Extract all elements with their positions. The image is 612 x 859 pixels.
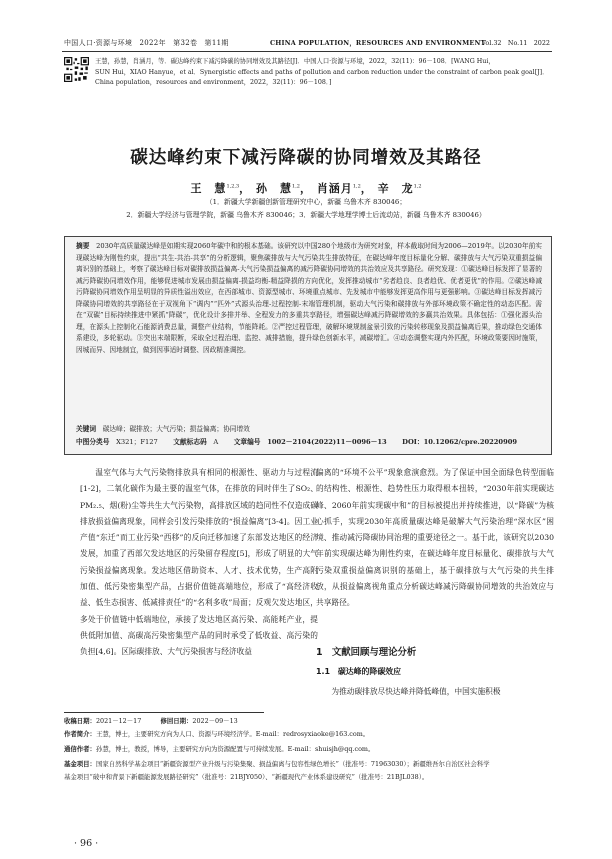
page-number: · 96 ·	[74, 838, 99, 849]
body-paragraph: 偏离的“环境不公平”现象愈演愈烈。为了保证中国全面绿色转型面临的结构性、根源性、趋势性压力取得根本扭转，“2030年前实现碳达峰、2060年前实现碳中和”的目标被提出并持续推进，以“降碳”为核心抓手，实现2030年高质量碳达峰是破解大气污染治理“深水区”困境、推动减污降碳协同治理的重要途径之一。基于此，该研究以2030年前实现碳达峰为刚性约束，在碳达峰年度目标量化、碳排放与大气污染双重损益偏离识别的基础上，基于碳排放与大气污染的共生排放，从损益偏离视角重点分析碳达峰减污降碳协同增效的共治效应与共享路径。	[316, 468, 554, 608]
body-column-right	[316, 465, 554, 612]
abstract-line: 污降碳协同增效的共治效应及共享路径。研究发现：①碳达峰目标发挥了显著的减污降碳协同增效作用，能够促进城市发展由损益	[76, 265, 542, 285]
corr-author-label: 通信作者：	[64, 745, 96, 753]
body-column-left	[80, 465, 318, 661]
author-info: 王慧，博士，主要研究方向为人口、资源与环境经济学。E-mail：redrosyxiaoke@163.com。	[95, 730, 370, 738]
affiliation-line: 2．新疆大学经济与管理学院，新疆 乌鲁木齐 830046；3．新疆大学地理学博士后流动站，新疆 乌鲁木齐 830046）	[126, 211, 486, 219]
keywords: 碳达峰；碳排放；大气污染；损益偏离；协同增效	[102, 425, 250, 433]
running-header-center: CHINA POPULATION，RESOURCES AND ENVIRONMENT	[270, 39, 486, 47]
author-affil-mark: 1,2,3	[226, 183, 240, 190]
qr-code-icon[interactable]	[64, 57, 89, 82]
abstract-line: 规制盆景引致的污染转移现象及损益偏离后果，推动绿色交通体系建设，多轮驱动。③突出末端限断，采取全过程治理、监控、减排	[76, 322, 542, 342]
clc-value: X321；F127	[116, 438, 158, 446]
doc-code-label: 文献标志码	[173, 438, 207, 446]
footnote-dates	[64, 716, 554, 727]
article-no-label: 文章编号	[233, 438, 261, 446]
keywords-row	[76, 423, 250, 433]
citation-line: China population，resources and environment，2022，32(11)：96－108．]	[95, 79, 332, 86]
author-name: 肖涵月	[316, 182, 353, 195]
abstract-line: 年度目标量化分解、碳排放与大气污染双重损益偏离识别的基础上，考察了碳达峰目标对碳排放损益偏离-大气污染损益偏离的减	[76, 253, 543, 273]
paper-title: 碳达峰约束下减污降碳的协同增效及其路径	[130, 148, 482, 168]
received-date: 2021－12－17	[95, 717, 142, 725]
author-name: 孙 慧	[256, 182, 293, 195]
abstract-line: 政精准调控。	[209, 345, 250, 354]
author-affil-mark: 1,2	[292, 183, 300, 190]
funding-label: 基金项目：	[64, 760, 96, 768]
abstract-line: 2019年。以2030年前实现碳达峰为刚性约束，提出“共生-共治-共享”的分析逻辑，聚焦碳排放与大气污染共生排放特征，在碳达峰	[76, 242, 542, 262]
abstract-line: 明显的异质性溢出效应，在西部城市、资源型城市、环境重点城市、先发城市中能够发挥更高作用与更强影响。③碳达峰目标发挥减	[143, 288, 536, 296]
doi-link[interactable]: 10.12062/cpre.20220909	[423, 438, 518, 446]
running-header-right: Vol.32 No.11 2022	[481, 39, 550, 47]
footnote-author	[64, 729, 554, 740]
received-label: 收稿日期：	[64, 717, 96, 725]
citation-line: 王慧，孙慧，肖涵月，等．碳达峰约束下减污降碳的协同增效及其路径[J]．中国人口·资源与环境，2022，32(11)：96－108．[WANG Hui，	[95, 58, 495, 65]
author-affil-mark: 1,2	[352, 183, 361, 190]
author-info-label: 作者简介：	[64, 730, 96, 738]
doc-code-value: A	[213, 438, 219, 446]
abstract-line: 偏离-损益均衡-精益降损的方向优化，发挥推动城市“劣者趋良、良者趋优、优者更优”的作用。②碳达峰减污降碳协同增效作用呈	[76, 276, 543, 296]
author-name: 辛 龙	[377, 182, 414, 195]
abstract-line: 动态匹配。需在“双碳”目标持续推进中紧抓“降碳”，优化设计多排并举、全程发力的多重共享路径，增强碳达峰减污降碳增效的多	[76, 299, 542, 319]
footnote-rule	[64, 712, 264, 713]
footnote-corresponding	[64, 744, 554, 755]
classification-row	[76, 436, 517, 446]
footnote-funding	[64, 759, 554, 770]
author-list: 王 慧$^{1,2,3}$， 孙 慧$^{1,2}$， 肖涵月$^{1,2}$， 辛 龙$^{1,2}$	[190, 182, 422, 195]
revised-date: 2022－09－13	[192, 717, 238, 725]
abstract-label: 摘要	[76, 242, 90, 250]
abstract-line: 赢共治效果。具体包括：①强化源头治理，在源头上控制化石能源消费总量，调整产业结构，节能降耗。②严控过程管理，破解环境	[76, 311, 543, 331]
article-no-value: 1002－2104(2022)11－0096－13	[267, 438, 387, 446]
footnote-funding-cont: 基金项目“破中和背景下新疆能源发展路径研究”（批准号：21BJY050）、“新疆现代产业体系建设研究”（批准号：21BJL038）。	[64, 773, 429, 781]
author-name: 王 慧	[190, 182, 227, 195]
body-paragraph: 为推动碳排放尽快达峰并降低峰值，中国实施积极	[331, 687, 501, 696]
citation-line: SUN Hui，XIAO Hanyue，et al．Synergistic effects and paths of pollution and carbon reduction under the constraint of carbon peak goal[J]．	[95, 68, 549, 76]
corr-author-info: 孙慧，博士，教授，博导，主要研究方向为资源配置与可持续发展。E-mail：shuisjh@qq.com。	[95, 745, 375, 753]
running-header-left: 中国人口·资源与环境 2022年 第32卷 第11期	[64, 39, 229, 47]
citation-block	[95, 57, 555, 89]
author-affil-mark: 1,2	[413, 183, 422, 190]
funding-info: 国家自然科学基金项目“新疆资源型产业升级与污染集聚、损益偏离与包容性绿色增长”（批准号：71963030）；新疆维吾尔自治区社会科学	[95, 760, 490, 768]
subsection-heading: 1.1 碳达峰的降碳效应	[316, 667, 401, 676]
abstract-line: 污降碳协同增效的共享路径在于双视角下“调内”“匹外”式源头治理-过程控制-末端管理机制，驱动大气污染和碳排放与外部环境政策不确定性的	[76, 288, 542, 308]
abstract-text	[76, 241, 542, 356]
abstract-line: 2030年高质量碳达峰是如期实现2060年碳中和的根本基础。该研究以中国280个地级市为研究对象，样本截取时间为2006—	[96, 242, 468, 250]
clc-label: 中图分类号	[76, 438, 110, 446]
affiliation-line: （1．新疆大学新疆创新管理研究中心，新疆 乌鲁木齐 830046；	[205, 198, 407, 206]
revised-label: 修回日期：	[160, 717, 193, 725]
keywords-label: 关键词	[76, 425, 97, 433]
header-rule	[62, 51, 552, 52]
body-paragraph: 温室气体与大气污染物排放具有相同的根源性、驱动力与过程流[1-2]，二氧化碳作为最主要的温室气体，在排放的同时伴生了SO₂、PM₂.₅、烟(粉)尘等共生大气污染物，高排放区域的趋同性不仅造成碳排放损益偏离现象，同样会引发污染排放的“损益偏离”[3-4]。因工业产值“东迁”而工业污染“西移”的反向迁移加速了东部发达地区的经济发展，加重了西部欠发达地区的污染留存程度[5]，形成了明显的大气污染损益偏离现象。发达地区借助资本、人才、技术优势，生产高附加值、低污染密集型产品，占据价值链高端地位，形成了“高经济收益、低生态损害、低减排责任”的“名利多收”局面；反观欠发达地区，多处于价值链中低端地位，承接了发达地区高污染、高能耗产业，提供低附加值、高碳高污染密集型产品的同时承受了低收益、高污染的负担[4,6]。区际碳排放、大气污染损害与经济收益	[80, 468, 318, 657]
abstract-line: 措施，提升绿色创新水平，减碳增汇。④动态调整实现内外匹配，环境政策要因时施策，因城而异、因地制宜，做到因事适时调整、因	[76, 334, 542, 354]
doi-label: DOI：	[402, 438, 424, 446]
section-heading: 1 文献回顾与理论分析	[316, 647, 417, 658]
